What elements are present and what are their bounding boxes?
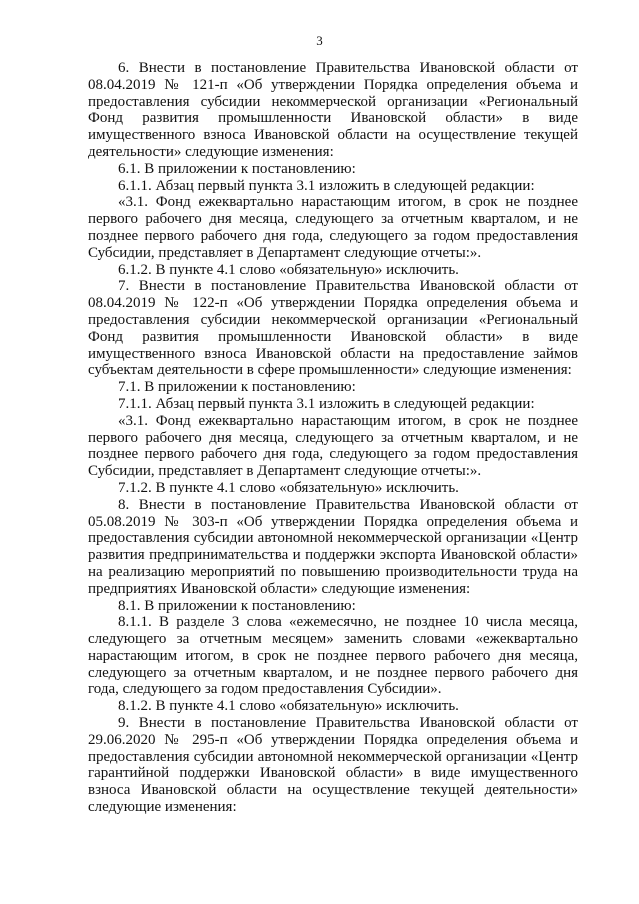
paragraph-6-quote: «3.1. Фонд ежеквартально нарастающим итогом, в срок не позднее первого рабочего дня месяца, следующего за отчетным кварталом, и не позднее первого рабочего дня года, следующего за годом предоставления Субсидии, представляет в Департамент следующие отчеты:». [88,194,578,261]
page-number: 3 [316,33,323,48]
paragraph-7-1-1: 7.1.1. Абзац первый пункта 3.1 изложить в следующей редакции: [118,395,535,412]
paragraph-8: 8. Внести в постановление Правительства Ивановской области от 05.08.2019 № 303-п «Об утверждении Порядка определения объема и предоставления субсидии автономной некоммерческой организации «Центр развития предпринимательства и поддержки экспорта Ивановской области» на реализацию мероприятий по повышению производительности труда на предприятиях Ивановской области» следующие изменения: [88,496,578,597]
paragraph-9: 9. Внести в постановление Правительства Ивановской области от 29.06.2020 № 295-п «Об утверждении Порядка определения объема и предоставления субсидии автономной некоммерческой организации «Центр гарантийной поддержки Ивановской области» в виде имущественного взноса Ивановской области на осуществление текущей деятельности» следующие изменения: [88,715,578,816]
paragraph-8-1: 8.1. В приложении к постановлению: [118,597,356,614]
document-body [88,60,578,816]
paragraph-6-1-1: 6.1.1. Абзац первый пункта 3.1 изложить в следующей редакции: [118,177,535,194]
paragraph-7-1: 7.1. В приложении к постановлению: [118,379,356,396]
paragraph-8-1-1: 8.1.1. В разделе 3 слова «ежемесячно, не позднее 10 числа месяца, следующего за отчетным месяцем» заменить словами «ежеквартально нарастающим итогом, в срок не позднее первого рабочего дня месяца, следующего за отчетным кварталом, и не позднее первого рабочего дня года, следующего за годом предоставления Субсидии». [88,614,578,698]
paragraph-6: 6. Внести в постановление Правительства Ивановской области от 08.04.2019 № 121-п «Об утверждении Порядка определения объема и предоставления субсидии некоммерческой организации «Региональный Фонд развития промышленности Ивановской области» в виде имущественного взноса Ивановской области на осуществление текущей деятельности» следующие изменения: [88,60,578,160]
paragraph-7: 7. Внести в постановление Правительства Ивановской области от 08.04.2019 № 122-п «Об утверждении Порядка определения объема и предоставления субсидии некоммерческой организации «Региональный Фонд развития промышленности Ивановской области» в виде имущественного взноса Ивановской области на предоставление займов субъектам деятельности в сфере промышленности» следующие изменения: [88,278,578,379]
paragraph-6-1: 6.1. В приложении к постановлению: [118,160,356,177]
paragraph-7-quote: «3.1. Фонд ежеквартально нарастающим итогом, в срок не позднее первого рабочего дня месяца, следующего за отчетным кварталом, и не позднее первого рабочего дня года, следующего за годом предоставления Субсидии, представляет в Департамент следующие отчеты:». [88,412,578,480]
paragraph-6-1-2: 6.1.2. В пункте 4.1 слово «обязательную» исключить. [118,261,459,278]
paragraph-8-1-2: 8.1.2. В пункте 4.1 слово «обязательную» исключить. [118,698,459,715]
paragraph-7-1-2: 7.1.2. В пункте 4.1 слово «обязательную» исключить. [118,479,459,496]
